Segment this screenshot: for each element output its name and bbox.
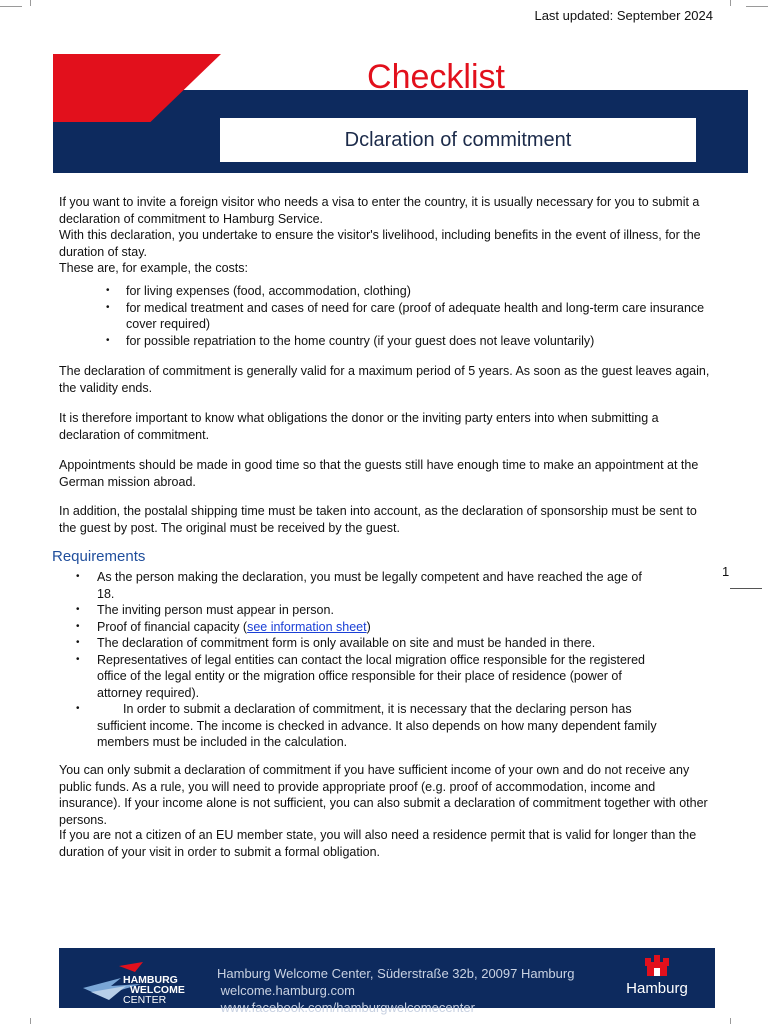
bullet-icon: • (76, 571, 80, 582)
hamburg-welcome-center-logo (81, 956, 216, 1006)
page-title: Checklist (367, 58, 505, 96)
crop-mark (730, 1018, 731, 1024)
crop-mark (746, 6, 768, 7)
bullet-icon: • (76, 637, 80, 648)
requirements-heading: Requirements (52, 548, 146, 565)
page-number-rule (730, 588, 762, 589)
bullet-icon: • (106, 334, 110, 346)
intro-paragraph: If you want to invite a foreign visitor who needs a visa to enter the country, it is usually necessary for you to submit a declaration of commitment to Hamburg Service. (59, 195, 700, 226)
appointments-paragraph: Appointments should be made in good time so that the guests still have enough time to make an appointment at the German mission abroad. (59, 458, 699, 489)
hamburg-castle-icon (617, 954, 697, 980)
crop-mark (730, 0, 731, 6)
list-item: • Representatives of legal entities can contact the local migration office responsible for the registered office of the legal entity or the migration office responsible for their place of residence (power of attorney required). (76, 652, 645, 700)
bullet-icon: • (76, 604, 80, 615)
obligations-paragraph: It is therefore important to know what obligations the donor or the inviting party enters into when submitting a declaration of commitment. (59, 411, 659, 442)
crop-mark (30, 0, 31, 6)
last-updated-date: Last updated: September 2024 (534, 8, 713, 23)
list-item: • for possible repatriation to the home country (if your guest does not leave voluntarily) (106, 333, 595, 348)
bullet-icon: • (106, 285, 110, 296)
page-number: 1 (722, 564, 730, 579)
intro-paragraph: With this declaration, you undertake to ensure the visitor's livelihood, including benefits in the event of illness, for the duration of stay. (59, 228, 701, 259)
bullet-icon: • (76, 620, 80, 632)
validity-paragraph: The declaration of commitment is generally valid for a maximum period of 5 years. As soon as the guest leaves again, the validity ends. (59, 364, 710, 395)
bullet-icon: • (76, 703, 80, 714)
bullet-icon: • (76, 653, 80, 665)
information-sheet-link[interactable]: see information sheet (247, 619, 367, 634)
list-item: • The declaration of commitment form is only available on site and must be handed in there. (76, 636, 596, 650)
list-item: • for medical treatment and cases of need for care (proof of adequate health and long-term care insurance cover required) (106, 300, 705, 331)
crop-mark (30, 1018, 31, 1024)
footer-contact (217, 965, 574, 1016)
list-item: • As the person making the declaration, you must be legally competent and have reached the age of 18. (76, 570, 642, 601)
cost-list (106, 283, 716, 349)
page-subtitle-text: Dclaration of commitment (344, 128, 572, 151)
list-item: • Proof of financial capacity (see information sheet) (76, 619, 371, 634)
logo-text-hamburg: HAMBURG (123, 974, 178, 986)
requirements-list (76, 569, 667, 751)
logo-text-center: CENTER (123, 994, 167, 1006)
page-subtitle (220, 118, 696, 162)
footer-address: Hamburg Welcome Center, Süderstraße 32b, 20097 Hamburg (217, 966, 575, 981)
list-item: • for living expenses (food, accommodation, clothing) (106, 284, 411, 298)
list-item: • The inviting person must appear in person. (76, 603, 334, 617)
logo-text-welcome: WELCOME (130, 984, 185, 996)
hamburg-city-logo (617, 954, 697, 1004)
bullet-icon: • (106, 301, 110, 313)
intro-paragraph: These are, for example, the costs: (59, 261, 248, 275)
hamburg-city-label: Hamburg (626, 980, 688, 997)
footer (59, 948, 715, 1015)
income-paragraph: You can only submit a declaration of commitment if you have sufficient income of your own and do not receive any public funds. As a rule, you will need to provide appropriate proof (e.g. proof of accommodation, income and insurance). If your income alone is not sufficient, you can also submit a declaration of commitment together with other persons. (59, 763, 708, 827)
crop-mark (0, 6, 22, 7)
eu-paragraph: If you are not a citizen of an EU member state, you will also need a residence permit that is valid for longer than the duration of your visit in order to submit a formal obligation. (59, 828, 697, 859)
footer-website-link[interactable]: welcome.hamburg.com (217, 983, 355, 998)
list-item: • In order to submit a declaration of commitment, it is necessary that the declaring person has sufficient income. The income is checked in advance. It also depends on how many dependent family members must be included in the calculation. (76, 702, 657, 749)
shipping-paragraph: In addition, the postalal shipping time must be taken into account, as the declaration of sponsorship must be sent to the guest by post. The original must be received by the guest. (59, 504, 697, 535)
footer-facebook-link[interactable]: www.facebook.com/hamburgwelcomecenter (217, 1000, 475, 1015)
